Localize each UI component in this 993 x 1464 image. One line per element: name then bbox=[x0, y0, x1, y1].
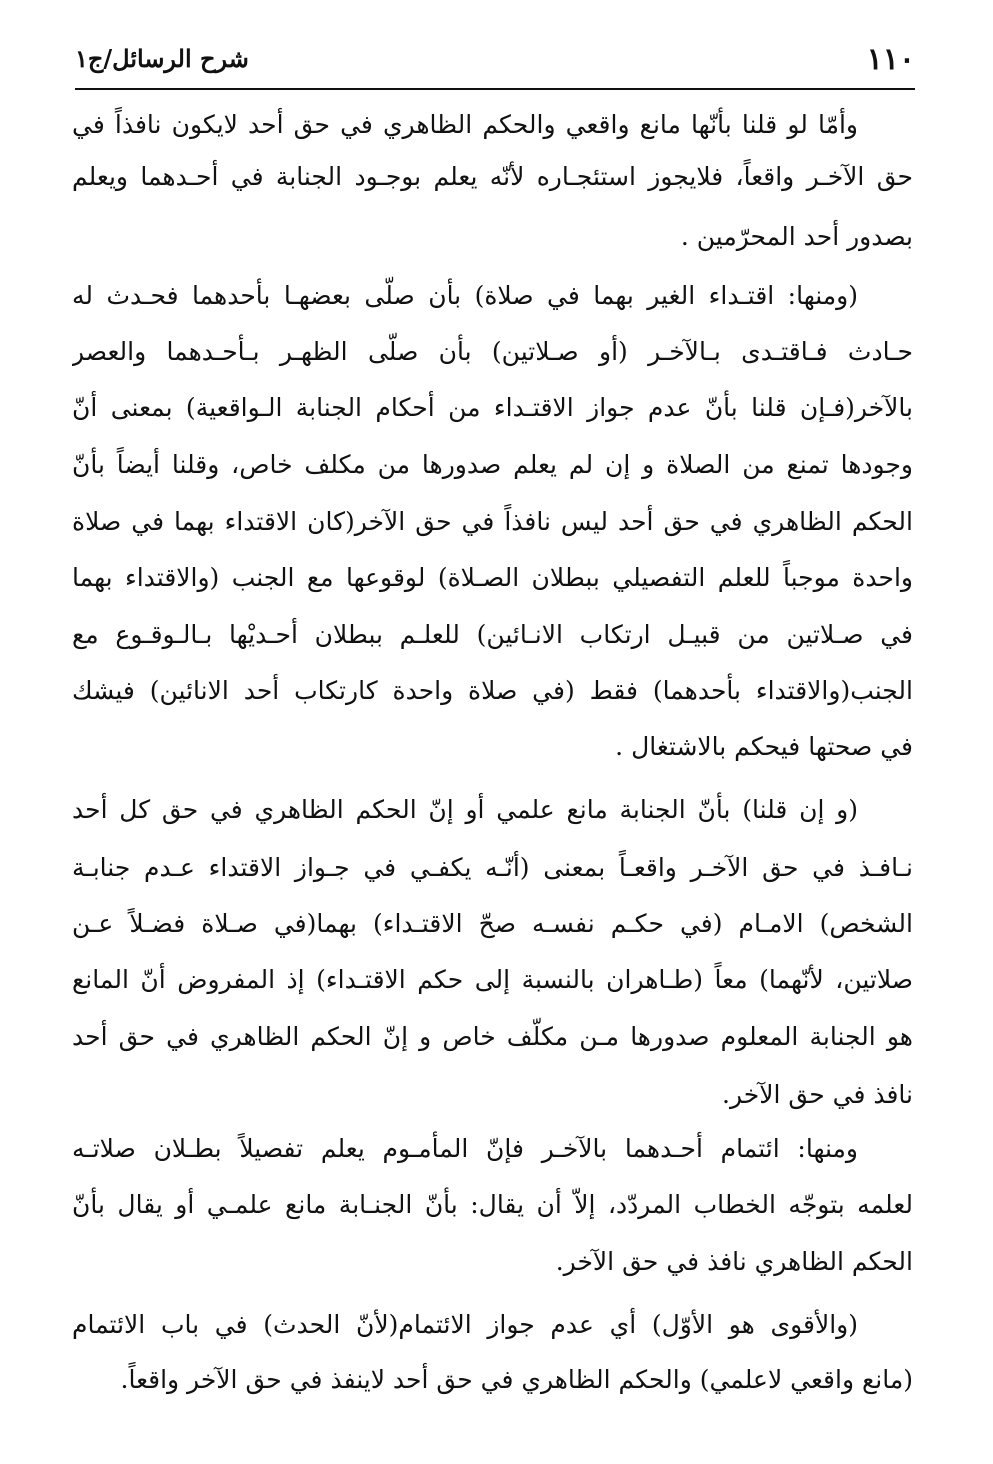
text-line: الحكم الظاهري نافذ في حق الآخر. bbox=[555, 1247, 913, 1276]
text-line: ومنها: ائتمام أحـدهما بالآخـر فإنّ المأمـوم يعلم تفصيلاً بطـلان صلاتـه bbox=[72, 1134, 858, 1163]
text-line: واحدة موجباً للعلم التفصيلي ببطلان الصـلاة) لوقوعها مع الجنب (والاقتداء بهما bbox=[72, 563, 913, 592]
text-line: نافذ في حق الآخر. bbox=[722, 1080, 913, 1109]
text-line: هو الجنابة المعلوم صدورها مـن مكلّف خاص و إنّ الحكم الظاهري في حق أحد bbox=[72, 1022, 913, 1051]
page-header bbox=[75, 40, 915, 90]
text-line: (والأقوى هو الأوّل) أي عدم جواز الائتمام(لأنّ الحدث) في باب الائتمام bbox=[72, 1310, 858, 1339]
text-line: الشخص) الامـام (في حكـم نفسـه صحّ الاقتـداء) بهما(في صـلاة فضـلاً عـن bbox=[72, 909, 913, 938]
text-line: (مانع واقعي لاعلمي) والحكم الظاهري في حق أحد لاينفذ في حق الآخر واقعاً. bbox=[120, 1365, 913, 1394]
text-line: بصدور أحد المحرّمين . bbox=[680, 222, 913, 251]
text-line: صلاتين، لأنّهما) معاً (طـاهران بالنسبة إلى حكم الاقتـداء) إذ المفروض أنّ المانع bbox=[72, 965, 913, 994]
text-line: في صحتها فيحكم بالاشتغال . bbox=[615, 732, 913, 761]
running-title: شرح الرسائل/ج١ bbox=[75, 44, 249, 73]
text-line: وجودها تمنع من الصلاة و إن لم يعلم صدورها من مكلف خاص، وقلنا أيضاً بأنّ bbox=[72, 450, 913, 479]
text-line: الجنب(والاقتداء بأحدهما) فقط (في صلاة واحدة كارتكاب أحد الانائين) فيشك bbox=[72, 676, 913, 705]
text-line: وأمّا لو قلنا بأنّها مانع واقعي والحكم الظاهري في حق أحد لايكون نافذاً في bbox=[72, 110, 859, 139]
text-line: لعلمه بتوجّه الخطاب المردّد، إلاّ أن يقال: بأنّ الجنـابة مانع علمـي أو يقال بأنّ bbox=[72, 1190, 913, 1219]
text-line: نـافـذ في حق الآخـر واقعـاً بمعنى (أنّـه يكفـي في جـواز الاقتداء عـدم جنابـة bbox=[72, 853, 913, 882]
text-line: في صـلاتين من قبيـل ارتكاب الانـائين) للعلـم ببطلان أحـديْها بـالـوقـوع مع bbox=[72, 620, 913, 649]
text-line: الحكم الظاهري في حق أحد ليس نافذاً في حق الآخر(كان الاقتداء بهما في صلاة bbox=[72, 507, 913, 536]
page-number: ١١٠ bbox=[866, 42, 915, 77]
text-line: حق الآخـر واقعاً، فلايجوز استئجـاره لأنّه يعلم بوجـود الجنابة في أحـدهما ويعلم bbox=[72, 162, 913, 191]
text-line: بالآخر(فـإن قلنا بأنّ عدم جواز الاقتـداء من أحكام الجنابة الـواقعية) بمعنى أنّ bbox=[72, 393, 913, 422]
text-line: (و إن قلنا) بأنّ الجنابة مانع علمي أو إنّ الحكم الظاهري في حق كل أحد bbox=[72, 795, 858, 824]
text-line: حـادث فـاقتـدى بـالآخـر (أو صـلاتين) بأن صلّى الظهـر بـأحـدهما والعصر bbox=[72, 337, 913, 366]
text-line: (ومنها: اقتـداء الغير بهما في صلاة) بأن صلّى بعضهـا بأحدهما فحـدث له bbox=[72, 281, 858, 310]
